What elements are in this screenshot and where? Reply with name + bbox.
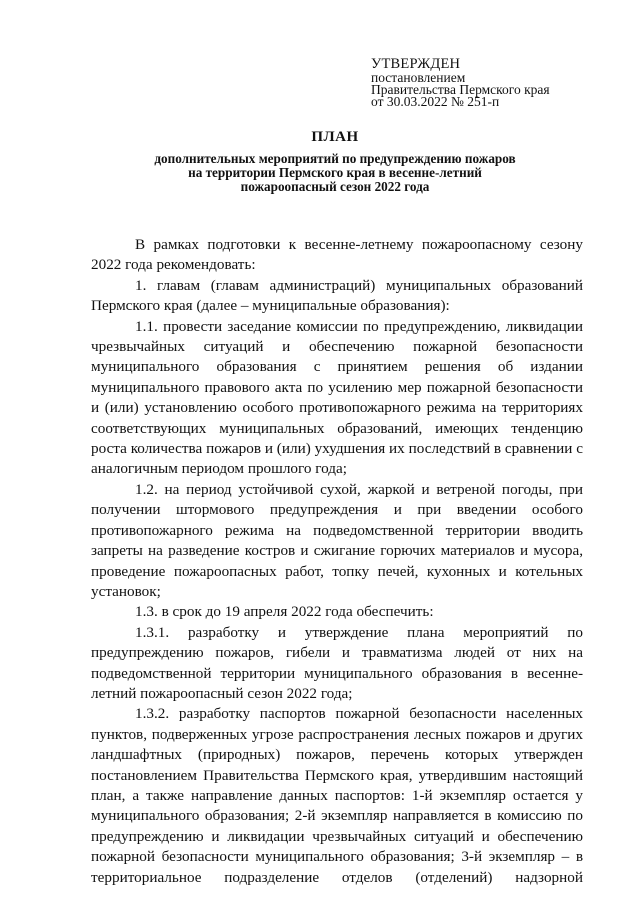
document-body [91,235,583,888]
paragraph-intro: В рамках подготовки к весенне-летнему пожароопасному сезону 2022 года рекомендовать: [91,236,583,274]
approval-heading: УТВЕРЖДЕН [371,56,461,72]
paragraph-1-2: 1.2. на период устойчивой сухой, жаркой и ветреной погоды, при получении штормового предупреждения и при введении особого противопожарного режима на подведомственной территории вводить запреты на разведение костров и сжигание горючих материалов и мусора, проведение пожароопасных работ, топку печей, кухонных и котельных установок; [91,480,583,600]
approval-stamp [371,56,611,108]
title-line-3: пожароопасный сезон 2022 года [240,179,430,194]
title-main: ПЛАН [311,129,359,145]
paragraph-1-1: 1.1. провести заседание комиссии по предупреждению, ликвидации чрезвычайных ситуаций и обеспечению пожарной безопасности муниципального образования с принятием решения об издании муниципального правового акта по усилению мер пожарной безопасности и (или) установлению особого противопожарного режима на территориях соответствующих муниципальных образований, имеющих тенденцию роста количества пожаров и (или) ухудшения их последствий в сравнении с аналогичным периодом прошлого года; [91,317,583,478]
approval-line-1: постановлением [371,70,466,85]
approval-line-2: Правительства Пермского края [371,82,550,97]
paragraph-1-3-2: 1.3.2. разработку паспортов пожарной безопасности населенных пунктов, подверженных угрозе распространения лесных пожаров и других ландшафтных (природных) пожаров, перечень которых утвержден постановлением Правительства Пермского края, утвердившим настоящий план, а также направление данных паспортов: 1-й экземпляр остается у муниципального образования; 2-й экземпляр направляется в комиссию по предупреждению и ликвидации чрезвычайных ситуаций и обеспечению пожарной безопасности муниципального образования; 3-й экземпляр – в территориальное подразделение отделов (отделений) надзорной [91,705,583,886]
paragraph-1: 1. главам (главам администраций) муниципальных образований Пермского края (далее – муниципальные образования): [91,276,583,315]
paragraph-1-3-1: 1.3.1. разработку и утверждение плана мероприятий по предупреждению пожаров, гибели и травматизма людей от них на подведомственной территории муниципального образования в весенне-летний пожароопасный сезон 2022 года; [91,623,583,702]
title-line-2: на территории Пермского края в весенне-летний [188,165,482,180]
approval-line-3: от 30.03.2022 № 251-п [371,94,500,109]
document-title [90,128,580,194]
paragraph-1-3: 1.3. в срок до 19 апреля 2022 года обеспечить: [135,603,434,621]
title-line-1: дополнительных мероприятий по предупреждению пожаров [154,151,516,166]
